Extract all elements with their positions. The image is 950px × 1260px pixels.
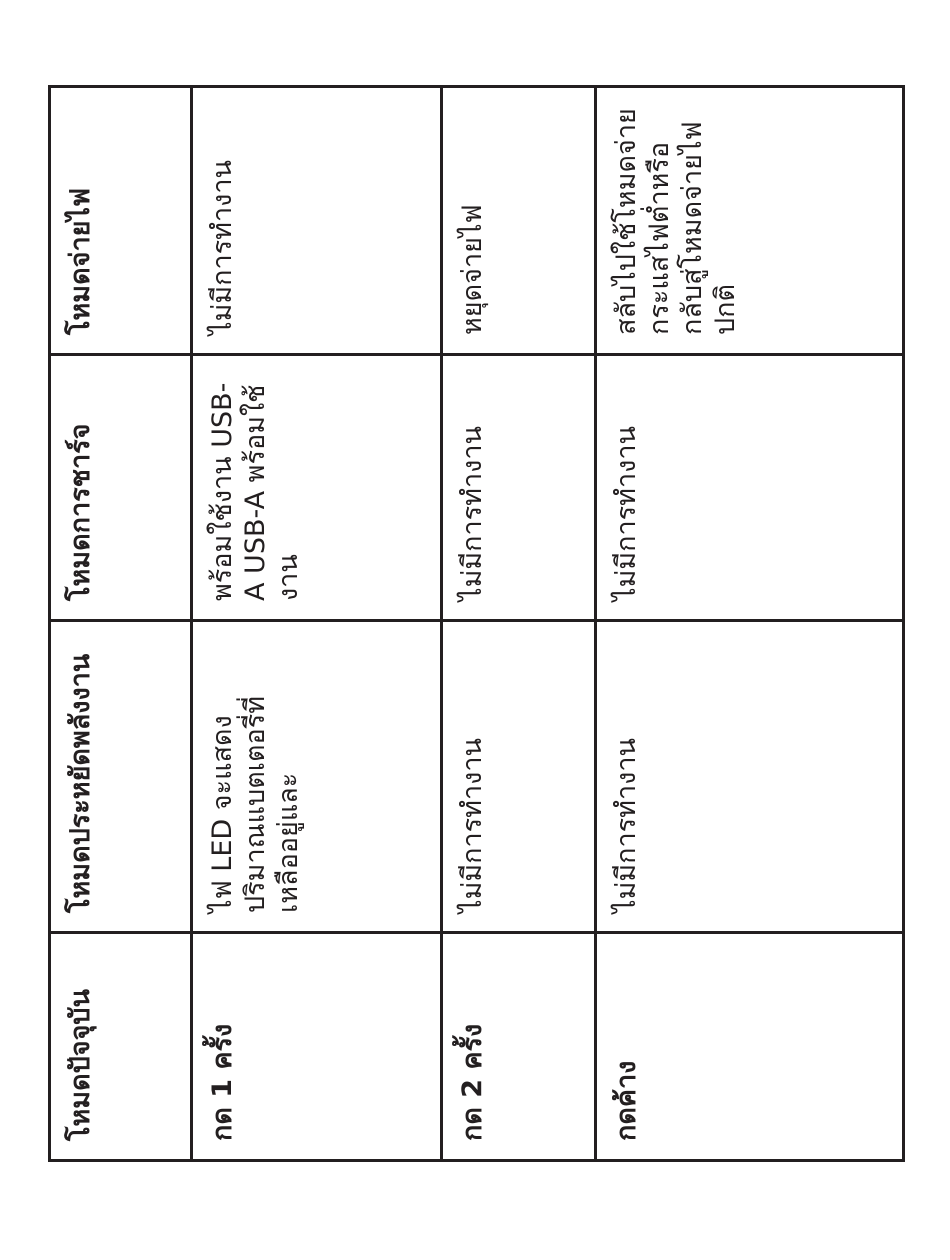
table-row [192,87,442,1161]
table-cell: ไฟ LED จะแสดงปริมาณแบตเตอรี่ที่เหลืออยู่และ [192,621,442,933]
rotated-table-wrapper [48,88,902,1162]
table-row [596,87,904,1161]
table-cell: ไม่มีการทำงาน [442,621,596,933]
row-label-press-twice: กด 2 ครั้ง [442,933,596,1161]
table-cell: ไม่มีการทำงาน [596,621,904,933]
header-current-mode: โหมดปัจจุบัน [50,933,192,1161]
table-cell: หยุดจ่ายไฟ [442,87,596,355]
table-row [442,87,596,1161]
table-header-row [50,87,192,1161]
table-cell: ไม่มีการทำงาน [192,87,442,355]
button-function-table [48,85,905,1162]
header-power-output-mode: โหมดจ่ายไฟ [50,87,192,355]
table-cell: ไม่มีการทำงาน [596,355,904,621]
header-charging-mode: โหมดการชาร์จ [50,355,192,621]
table-cell: ไม่มีการทำงาน [442,355,596,621]
table-cell: พร้อมใช้งาน USB-A USB-A พร้อมใช้งาน [192,355,442,621]
row-label-press-hold: กดค้าง [596,933,904,1161]
table-cell: สลับไปใช้โหมดจ่ายกระแสไฟต่ำหรือกลับสู่โหมดจ่ายไฟปกติ [596,87,904,355]
header-power-saving-mode: โหมดประหยัดพลังงาน [50,621,192,933]
row-label-press-once: กด 1 ครั้ง [192,933,442,1161]
